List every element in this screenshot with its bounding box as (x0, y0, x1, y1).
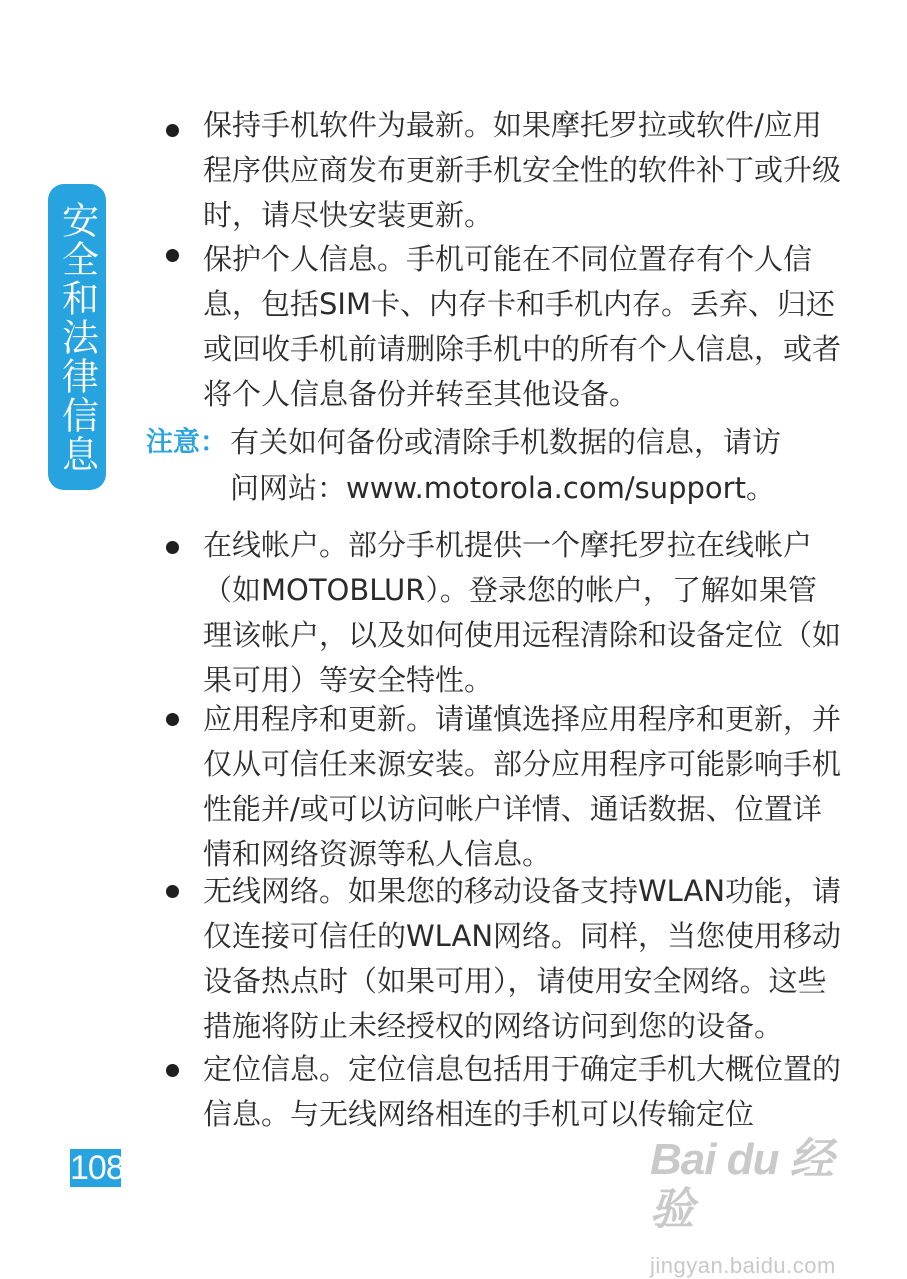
page-number: 108 (70, 1149, 124, 1187)
section-side-tab-label: 安全和法律信息 (55, 200, 99, 474)
bullet-item-online-account: 在线帐户。部分手机提供一个摩托罗拉在线帐户（如MOTOBLUR）。登录您的帐户，了解如果管理该帐户，以及如何使用远程清除和设备定位（如果可用）等安全特性。 (203, 528, 842, 697)
watermark-logo: Bai du 经验 (650, 1135, 833, 1234)
watermark-url: jingyan.baidu.com (650, 1253, 836, 1278)
bullet-item-location-info: 定位信息。定位信息包括用于确定手机大概位置的信息。与无线网络相连的手机可以传输定位 (203, 1052, 842, 1131)
baidu-jingyan-watermark (650, 1135, 860, 1278)
bullet-dot-icon (166, 124, 179, 137)
bullet-item-protect-personal-info: 保护个人信息。手机可能在不同位置存有个人信息，包括SIM卡、内存卡和手机内存。丢弃、归还或回收手机前请删除手机中的所有个人信息，或者将个人信息备份并转至其他设备。 (203, 242, 842, 411)
bullet-dot-icon (166, 885, 179, 898)
section-side-tab (48, 184, 106, 490)
note-label: 注意： (146, 427, 227, 458)
bullet-item-apps-and-updates: 应用程序和更新。请谨慎选择应用程序和更新，并仅从可信任来源安装。部分应用程序可能影响手机性能并/或可以访问帐户详情、通话数据、位置详情和网络资源等私人信息。 (203, 702, 842, 871)
bullet-dot-icon (166, 1064, 179, 1077)
bullet-item-wireless-network: 无线网络。如果您的移动设备支持WLAN功能，请仅连接可信任的WLAN网络。同样，当您使用移动设备热点时（如果可用），请使用安全网络。这些措施将防止未经授权的网络访问到您的设备。 (203, 874, 842, 1043)
bullet-dot-icon (166, 713, 179, 726)
bullet-dot-icon (166, 249, 179, 262)
bullet-dot-icon (166, 541, 179, 554)
note-line-2: 问网站：www.motorola.com/support。 (230, 471, 775, 505)
bullet-item-keep-software-updated: 保持手机软件为最新。如果摩托罗拉或软件/应用程序供应商发布更新手机安全性的软件补丁或升级时，请尽快安装更新。 (203, 108, 842, 232)
note-line-1: 有关如何备份或清除手机数据的信息，请访 (230, 425, 782, 459)
